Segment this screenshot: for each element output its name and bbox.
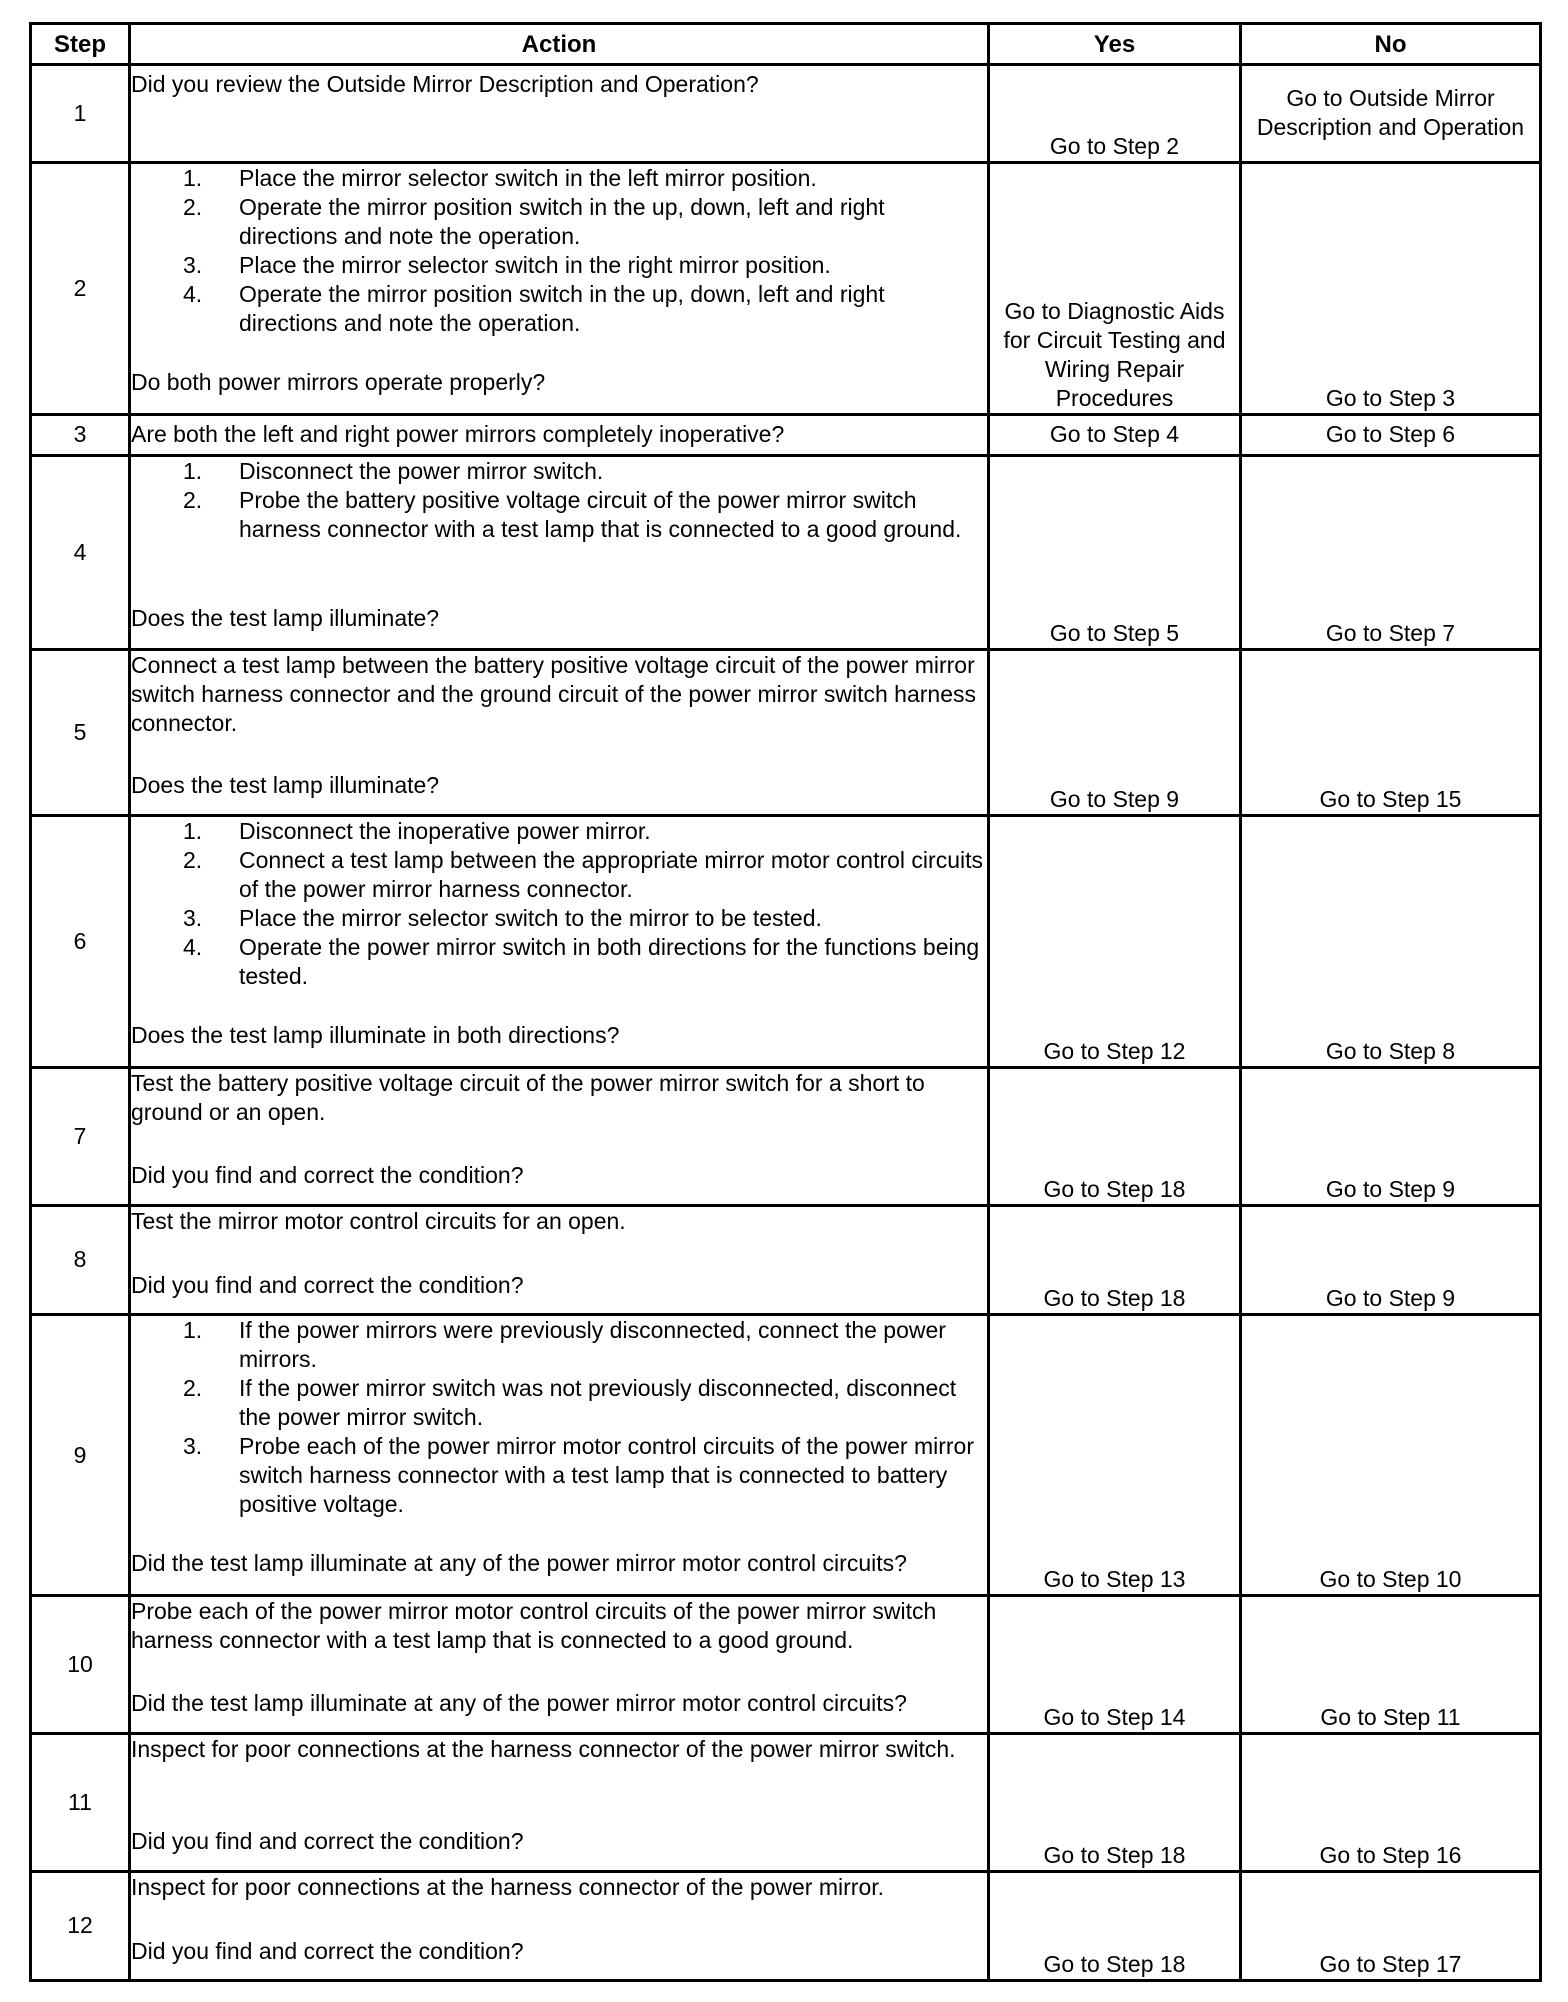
action-cell <box>130 162 989 414</box>
list-item-text: Place the mirror selector switch in the right mirror position. <box>239 251 831 278</box>
list-item-text: Place the mirror selector switch in the left mirror position. <box>239 164 817 191</box>
table-row <box>31 1067 1541 1205</box>
list-item <box>131 193 987 251</box>
list-item <box>131 1374 987 1432</box>
action-question: Does the test lamp illuminate? <box>131 771 440 798</box>
step-number: 7 <box>31 1067 130 1205</box>
yes-result: Go to Step 13 <box>989 1314 1241 1596</box>
diagnostic-table <box>29 22 1542 1982</box>
table-row <box>31 649 1541 815</box>
list-item <box>131 933 987 991</box>
header-row <box>31 24 1541 65</box>
table-row <box>31 162 1541 414</box>
list-item-text: Operate the mirror position switch in the up, down, left and right directions and note the operation. <box>239 193 885 249</box>
list-item-text: If the power mirror switch was not previously disconnected, disconnect the power mirror switch. <box>239 1374 957 1430</box>
action-question: Did you find and correct the condition? <box>131 1828 524 1855</box>
list-item-text: Place the mirror selector switch to the mirror to be tested. <box>239 904 822 931</box>
no-result: Go to Step 15 <box>1241 649 1541 815</box>
list-item-number: 4. <box>183 280 203 307</box>
yes-result: Go to Step 9 <box>989 649 1241 815</box>
list-item <box>131 846 987 904</box>
yes-result: Go to Step 5 <box>989 455 1241 649</box>
table-row <box>31 455 1541 649</box>
list-item <box>131 817 987 846</box>
table-row <box>31 1596 1541 1734</box>
list-item-number: 3. <box>183 904 203 931</box>
list-item <box>131 1432 987 1519</box>
action-text: Are both the left and right power mirrors completely inoperative? <box>131 421 785 448</box>
no-result: Go to Step 16 <box>1241 1734 1541 1872</box>
step-number: 8 <box>31 1205 130 1314</box>
list-item <box>131 280 987 338</box>
action-steps-list <box>131 164 987 338</box>
action-steps-list <box>131 457 987 544</box>
header-action: Action <box>130 24 989 65</box>
action-steps-list <box>131 817 987 991</box>
table-row <box>31 65 1541 163</box>
action-cell <box>130 414 989 455</box>
action-question: Did the test lamp illuminate at any of the power mirror motor control circuits? <box>131 1690 907 1717</box>
no-result: Go to Step 17 <box>1241 1871 1541 1980</box>
action-text: Did you review the Outside Mirror Description and Operation? <box>131 71 759 97</box>
step-number: 12 <box>31 1871 130 1980</box>
step-number: 2 <box>31 162 130 414</box>
no-result: Go to Step 3 <box>1241 162 1541 414</box>
step-number: 5 <box>31 649 130 815</box>
no-result: Go to Outside Mirror Description and Operation <box>1241 65 1541 163</box>
step-number: 6 <box>31 815 130 1067</box>
no-result: Go to Step 8 <box>1241 815 1541 1067</box>
step-number: 4 <box>31 455 130 649</box>
no-result: Go to Step 9 <box>1241 1205 1541 1314</box>
table-row <box>31 815 1541 1067</box>
action-question: Does the test lamp illuminate? <box>131 604 440 631</box>
list-item-number: 4. <box>183 933 203 960</box>
list-item-text: Probe the battery positive voltage circuit of the power mirror switch harness connector with a test lamp that is connected to a good ground. <box>239 486 962 542</box>
yes-result: Go to Step 12 <box>989 815 1241 1067</box>
step-number: 11 <box>31 1734 130 1872</box>
yes-result: Go to Step 14 <box>989 1596 1241 1734</box>
list-item-number: 3. <box>183 1432 203 1459</box>
table-row <box>31 1205 1541 1314</box>
list-item-text: If the power mirrors were previously disconnected, connect the power mirrors. <box>239 1316 946 1372</box>
action-cell <box>130 649 989 815</box>
action-cell <box>130 1067 989 1205</box>
action-question: Did you find and correct the condition? <box>131 1161 524 1188</box>
action-question: Did you find and correct the condition? <box>131 1937 524 1964</box>
action-text: Test the battery positive voltage circuit of the power mirror switch for a short to ground or an open. <box>131 1069 925 1125</box>
list-item <box>131 457 987 486</box>
step-number: 3 <box>31 414 130 455</box>
diagnostic-table-page <box>29 22 1539 1982</box>
action-text: Test the mirror motor control circuits for an open. <box>131 1207 626 1234</box>
no-result: Go to Step 6 <box>1241 414 1541 455</box>
action-question: Did the test lamp illuminate at any of the power mirror motor control circuits? <box>131 1549 907 1576</box>
step-number: 9 <box>31 1314 130 1596</box>
list-item-number: 2. <box>183 193 203 220</box>
action-cell <box>130 1734 989 1872</box>
list-item <box>131 486 987 544</box>
no-result: Go to Step 9 <box>1241 1067 1541 1205</box>
no-result: Go to Step 11 <box>1241 1596 1541 1734</box>
header-yes: Yes <box>989 24 1241 65</box>
list-item-number: 1. <box>183 1316 203 1343</box>
action-text: Connect a test lamp between the battery positive voltage circuit of the power mirror switch harness connector and the ground circuit of the power mirror switch harness connector. <box>131 651 977 736</box>
list-item-number: 2. <box>183 846 203 873</box>
table-row <box>31 414 1541 455</box>
list-item-number: 1. <box>183 457 203 484</box>
step-number: 1 <box>31 65 130 163</box>
yes-result: Go to Step 2 <box>989 65 1241 163</box>
list-item <box>131 164 987 193</box>
action-steps-list <box>131 1316 987 1519</box>
action-question: Did you find and correct the condition? <box>131 1271 524 1298</box>
list-item-text: Disconnect the power mirror switch. <box>239 457 604 484</box>
action-text: Inspect for poor connections at the harness connector of the power mirror. <box>131 1873 885 1900</box>
yes-result: Go to Step 18 <box>989 1205 1241 1314</box>
yes-result: Go to Step 4 <box>989 414 1241 455</box>
action-question: Do both power mirrors operate properly? <box>131 368 546 395</box>
header-no: No <box>1241 24 1541 65</box>
list-item-text: Disconnect the inoperative power mirror. <box>239 817 651 844</box>
list-item-text: Operate the mirror position switch in the up, down, left and right directions and note the operation. <box>239 280 885 336</box>
table-row <box>31 1734 1541 1872</box>
yes-result: Go to Step 18 <box>989 1734 1241 1872</box>
table-row <box>31 1871 1541 1980</box>
list-item <box>131 904 987 933</box>
yes-result: Go to Diagnostic Aids for Circuit Testing and Wiring Repair Procedures <box>989 162 1241 414</box>
step-number: 10 <box>31 1596 130 1734</box>
action-cell <box>130 815 989 1067</box>
action-cell <box>130 1205 989 1314</box>
action-cell <box>130 455 989 649</box>
action-cell <box>130 65 989 163</box>
yes-result: Go to Step 18 <box>989 1871 1241 1980</box>
action-text: Inspect for poor connections at the harness connector of the power mirror switch. <box>131 1736 956 1763</box>
action-cell <box>130 1871 989 1980</box>
list-item-number: 1. <box>183 164 203 191</box>
list-item-number: 1. <box>183 817 203 844</box>
table-row <box>31 1314 1541 1596</box>
list-item-text: Operate the power mirror switch in both directions for the functions being tested. <box>239 933 980 989</box>
no-result: Go to Step 7 <box>1241 455 1541 649</box>
list-item-text: Probe each of the power mirror motor control circuits of the power mirror switch harness connector with a test lamp that is connected to battery positive voltage. <box>239 1432 974 1517</box>
header-step: Step <box>31 24 130 65</box>
action-question: Does the test lamp illuminate in both directions? <box>131 1021 620 1048</box>
action-cell <box>130 1314 989 1596</box>
list-item-text: Connect a test lamp between the appropriate mirror motor control circuits of the power mirror harness connector. <box>239 846 983 902</box>
list-item-number: 3. <box>183 251 203 278</box>
no-result: Go to Step 10 <box>1241 1314 1541 1596</box>
yes-result: Go to Step 18 <box>989 1067 1241 1205</box>
list-item <box>131 1316 987 1374</box>
list-item-number: 2. <box>183 486 203 513</box>
list-item <box>131 251 987 280</box>
list-item-number: 2. <box>183 1374 203 1401</box>
action-cell <box>130 1596 989 1734</box>
action-text: Probe each of the power mirror motor control circuits of the power mirror switch harness connector with a test lamp that is connected to a good ground. <box>131 1598 937 1654</box>
